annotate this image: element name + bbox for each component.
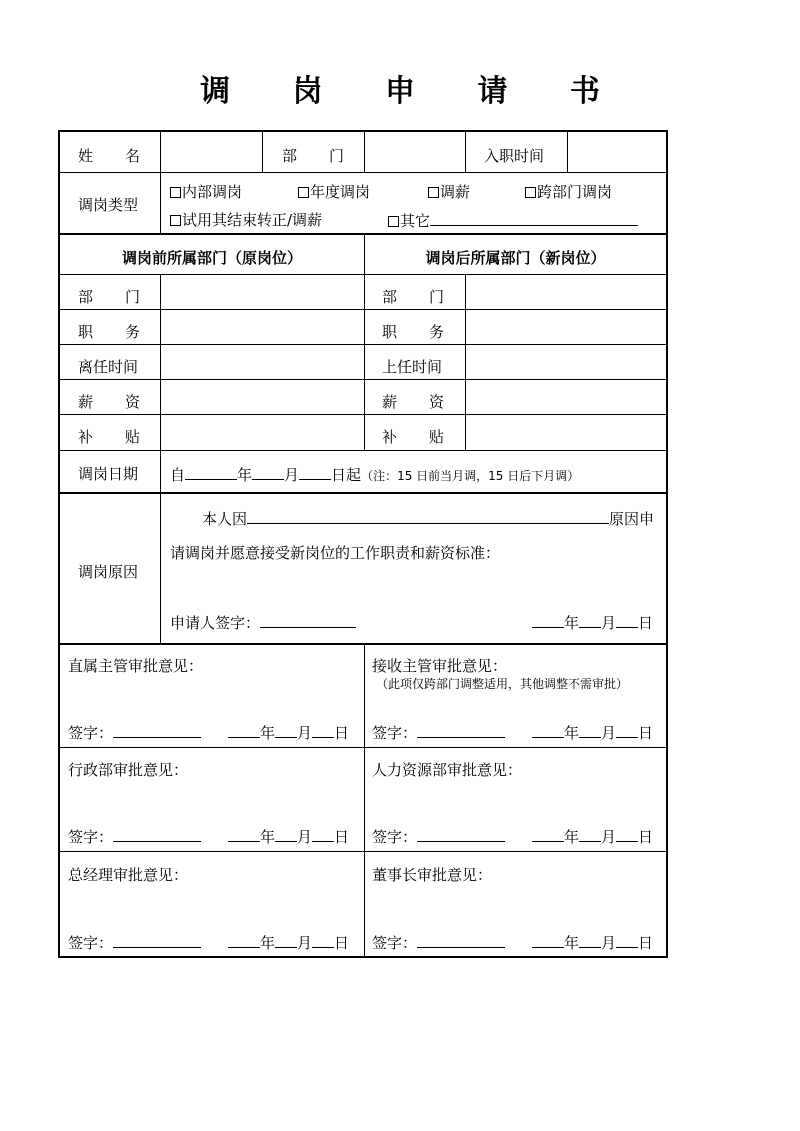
signature-blank[interactable] [417,723,505,738]
reason-text: 本人因 [202,510,248,528]
signature-blank[interactable] [113,933,201,948]
option-label: 年度调岗 [310,183,371,201]
date-text: 日 [638,828,654,846]
option-label: 跨部门调岗 [537,183,613,201]
applicant-date [532,613,653,632]
date-text: 日 [638,614,654,632]
sign-label: 签字： [68,724,114,742]
reason-line1 [202,509,654,528]
hr-sign [372,827,505,846]
applicant-sign [170,613,356,632]
year-blank[interactable] [532,613,564,628]
leave-date-label: 离任时间 [78,358,139,376]
field-char: 职 [382,323,398,341]
divider [60,414,666,415]
divider [60,344,666,345]
option-other[interactable] [388,211,638,230]
signature-blank[interactable] [417,933,505,948]
direct-sign [68,723,201,742]
field-char: 补 [78,428,94,446]
divider [465,274,466,450]
divider [160,274,161,492]
month-blank[interactable] [275,933,297,948]
date-text: 月 [601,934,617,952]
transfer-form [58,130,668,958]
field-char: 补 [382,428,398,446]
divider [60,492,666,494]
month-blank[interactable] [252,465,284,480]
option-internal[interactable] [170,183,242,201]
transfer-date-label: 调岗日期 [78,465,139,483]
day-blank[interactable] [616,933,638,948]
date-text: 年 [564,614,580,632]
after-dept-label [382,288,444,306]
option-label: 内部调岗 [182,183,243,201]
sign-label: 签字： [68,828,114,846]
date-text: 日 [334,828,350,846]
signature-blank[interactable] [417,827,505,842]
date-text: 年 [237,466,253,484]
date-text: 月 [297,934,313,952]
sign-label: 签字： [372,724,418,742]
reason-label: 调岗原因 [78,563,139,581]
receiving-date [532,723,653,742]
field-char: 部 [78,288,94,306]
page-title: 调 岗 申 请 书 [200,74,626,109]
date-text: 日 [334,934,350,952]
before-allowance-label [78,428,140,446]
name-label [78,147,140,165]
year-blank[interactable] [185,465,237,480]
divider [60,450,666,451]
other-blank[interactable] [430,211,638,226]
dept-field[interactable] [365,132,465,172]
name-char: 姓 [78,147,94,165]
divider [60,643,666,645]
start-date-label: 上任时间 [382,358,443,376]
day-blank[interactable] [616,827,638,842]
after-salary-label [382,393,444,411]
divider [60,172,666,173]
admin-dept-label: 行政部审批意见： [68,761,189,779]
year-blank[interactable] [532,933,564,948]
receiving-note: （此项仅跨部门调整适用，其他调整不需审批） [376,677,629,691]
field-char: 务 [428,323,444,341]
gm-sign [68,933,201,952]
date-text: 日 [334,724,350,742]
day-blank[interactable] [312,723,334,738]
field-char: 职 [78,323,94,341]
reason-line2: 请调岗并愿意接受新岗位的工作职责和薪资标准： [170,544,501,562]
date-text: 月 [601,614,617,632]
checkbox[interactable] [170,187,181,198]
signature-blank[interactable] [260,613,356,628]
reason-text: 原因申 [609,510,655,528]
date-text: 年 [564,724,580,742]
after-position-label [382,323,444,341]
after-allowance-label [382,428,444,446]
entry-date-field[interactable] [568,132,666,172]
day-blank[interactable] [299,465,331,480]
day-blank[interactable] [616,723,638,738]
year-blank[interactable] [228,723,260,738]
chairman-sign [372,933,505,952]
divider [60,233,666,235]
divider [60,851,666,852]
date-text: 日起 [331,466,362,484]
divider [60,274,666,275]
month-blank[interactable] [275,723,297,738]
date-text: 年 [260,828,276,846]
transfer-date-field[interactable] [170,465,579,485]
date-text: 自 [170,466,186,484]
date-text: 日 [638,724,654,742]
month-blank[interactable] [579,827,601,842]
date-text: 月 [284,466,300,484]
field-char: 资 [428,393,444,411]
divider [465,132,466,172]
date-note: （注：15 日前当月调，15 日后下月调） [361,469,580,483]
dept-label [282,147,344,165]
hr-dept-label: 人力资源部审批意见： [372,761,523,779]
direct-supervisor-label: 直属主管审批意见： [68,657,204,675]
field-char: 贴 [428,428,444,446]
divider [60,379,666,380]
before-salary-label [78,393,140,411]
day-blank[interactable] [616,613,638,628]
option-annual[interactable] [298,183,370,201]
field-char: 门 [124,288,140,306]
signature-blank[interactable] [113,827,201,842]
year-blank[interactable] [532,723,564,738]
option-label: 其它 [400,212,431,230]
date-text: 年 [564,934,580,952]
transfer-type-label: 调岗类型 [78,196,139,214]
field-char: 薪 [78,393,94,411]
month-blank[interactable] [579,723,601,738]
hr-date [532,827,653,846]
sign-label: 签字： [372,934,418,952]
date-text: 月 [601,828,617,846]
divider [262,132,263,172]
month-blank[interactable] [275,827,297,842]
date-text: 年 [260,934,276,952]
signature-blank[interactable] [113,723,201,738]
sign-label: 签字： [372,828,418,846]
direct-date [228,723,349,742]
checkbox[interactable] [388,216,399,227]
reason-blank[interactable] [247,509,609,524]
sign-label: 签字： [68,934,114,952]
gm-date [228,933,349,952]
year-blank[interactable] [228,933,260,948]
dept-char: 门 [328,147,344,165]
sign-label: 申请人签字： [170,614,261,632]
divider [364,643,365,958]
day-blank[interactable] [312,933,334,948]
dept-char: 部 [282,147,298,165]
year-blank[interactable] [228,827,260,842]
date-text: 月 [297,724,313,742]
field-char: 薪 [382,393,398,411]
checkbox[interactable] [298,187,309,198]
admin-sign [68,827,201,846]
option-probation[interactable] [170,211,322,229]
option-cross-dept[interactable] [525,183,612,201]
date-text: 年 [260,724,276,742]
day-blank[interactable] [312,827,334,842]
field-char: 部 [382,288,398,306]
before-dept-label [78,288,140,306]
field-char: 务 [124,323,140,341]
checkbox[interactable] [525,187,536,198]
year-blank[interactable] [532,827,564,842]
gm-label: 总经理审批意见： [68,866,189,884]
before-position-label [78,323,140,341]
option-label: 调薪 [440,183,471,201]
field-char: 资 [124,393,140,411]
entry-date-label: 入职时间 [484,147,545,165]
month-blank[interactable] [579,613,601,628]
field-char: 贴 [124,428,140,446]
name-field[interactable] [161,132,261,172]
divider [160,172,161,233]
receiving-supervisor-label: 接收主管审批意见： [372,657,508,675]
after-header: 调岗后所属部门（新岗位） [425,249,606,267]
receiving-sign [372,723,505,742]
field-char: 门 [428,288,444,306]
before-header: 调岗前所属部门（原岗位） [121,249,302,267]
admin-date [228,827,349,846]
checkbox[interactable] [428,187,439,198]
option-label: 试用其结束转正/调薪 [182,211,323,229]
date-text: 月 [297,828,313,846]
divider [160,492,161,643]
date-text: 月 [601,724,617,742]
divider [60,309,666,310]
date-text: 日 [638,934,654,952]
chairman-label: 董事长审批意见： [372,866,493,884]
name-char: 名 [124,147,140,165]
month-blank[interactable] [579,933,601,948]
chairman-date [532,933,653,952]
checkbox[interactable] [170,215,181,226]
option-salary[interactable] [428,183,470,201]
divider [60,747,666,748]
date-text: 年 [564,828,580,846]
